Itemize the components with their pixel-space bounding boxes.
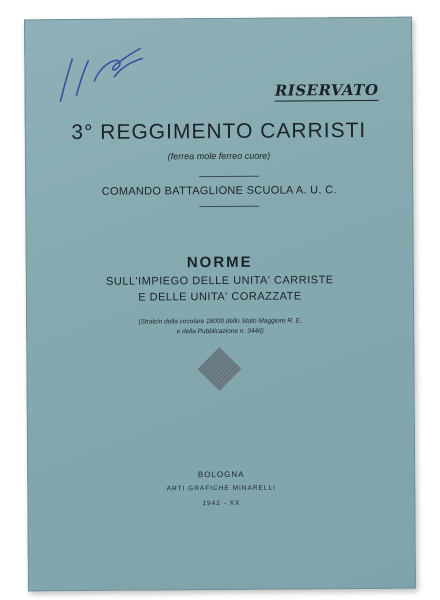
excerpt-note-line-2: e della Pubblicazione n. 3446) xyxy=(176,327,264,336)
handwritten-signature xyxy=(54,36,151,109)
classification-stamp: RISERVATO xyxy=(274,80,379,100)
command-name: COMANDO BATTAGLIONE SCUOLA A. U. C. xyxy=(101,184,337,198)
document-cover xyxy=(24,17,416,592)
subtitle-line-2: E DELLE UNITA' CORAZZATE xyxy=(138,290,302,304)
publication-city: BOLOGNA xyxy=(197,469,245,480)
subtitle-line-1: SULL'IMPIEGO DELLE UNITA' CARRISTE xyxy=(105,274,334,288)
publication-year: 1942 - XX xyxy=(202,499,241,508)
divider-top xyxy=(199,176,259,177)
printer-name: ARTI GRAFICHE MINARELLI xyxy=(166,484,276,493)
divider-bottom xyxy=(199,206,259,207)
document-heading: NORME xyxy=(186,253,253,272)
excerpt-note-line-1: (Stralcio della circolare 18000 dello Stato Maggiore R. E. xyxy=(138,317,302,326)
regiment-motto: (ferrea mole ferreo cuore) xyxy=(167,150,271,162)
diamond-emblem xyxy=(196,346,242,392)
regiment-title: 3° REGGIMENTO CARRISTI xyxy=(71,118,367,145)
